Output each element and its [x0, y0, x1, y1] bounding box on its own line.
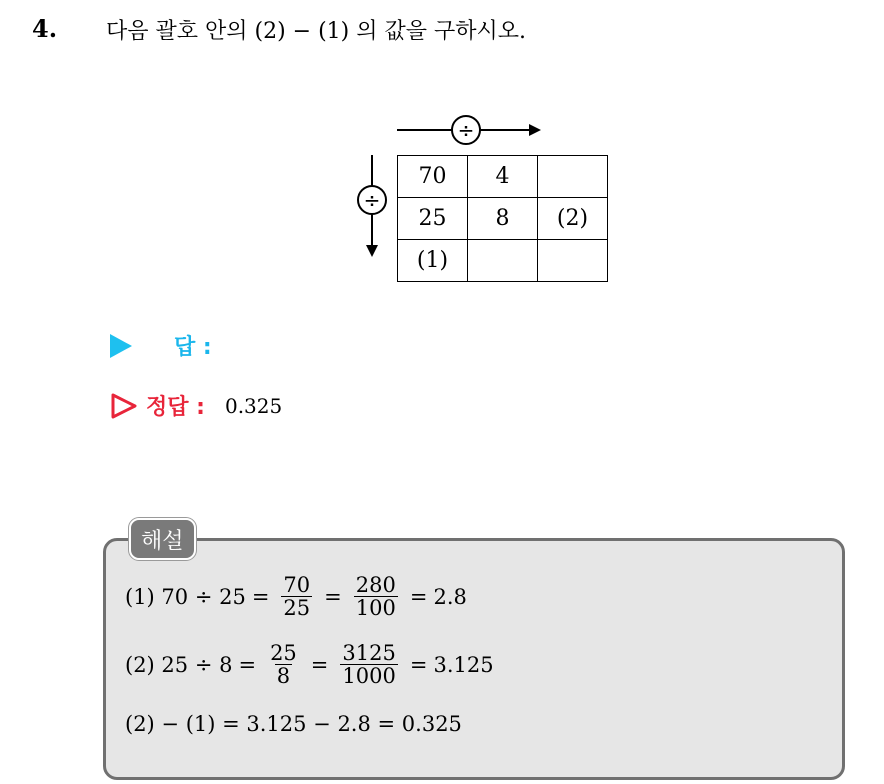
equals-sign: = — [238, 652, 257, 677]
explanation-line-2 — [125, 642, 494, 687]
grid-cell: 25 — [398, 198, 468, 240]
denominator: 8 — [276, 664, 291, 689]
question-text: 다음 괄호 안의 (2) − (1) 의 값을 구하시오. — [106, 19, 526, 44]
correct-answer-row — [110, 390, 282, 421]
grid-row — [398, 198, 608, 240]
numerator: 280 — [355, 573, 396, 597]
correct-answer-value: 0.325 — [224, 393, 283, 418]
equals-sign: = — [324, 584, 342, 609]
fraction — [268, 642, 299, 687]
expr-prefix: (2) 25 ÷ 8 — [125, 652, 233, 677]
grid-cell: 4 — [468, 156, 538, 198]
grid-row — [398, 156, 608, 198]
numerator: 3125 — [342, 641, 396, 665]
denominator: 1000 — [342, 664, 396, 689]
play-triangle-icon — [110, 334, 132, 358]
division-grid — [397, 155, 608, 282]
grid-cell: (2) — [538, 198, 608, 240]
divide-circle-vertical-icon: ÷ — [357, 185, 387, 215]
explanation-line-1 — [125, 574, 467, 619]
grid-cell: 8 — [468, 198, 538, 240]
grid-cell: 70 — [398, 156, 468, 198]
grid-cell: (1) — [398, 240, 468, 282]
answer-row — [110, 330, 212, 361]
grid-row — [398, 240, 608, 282]
correct-answer-label: 정답 : — [146, 395, 205, 420]
numerator: 25 — [270, 641, 297, 665]
equals-sign: = — [409, 652, 428, 677]
final-expression: (2) − (1) = 3.125 − 2.8 = 0.325 — [125, 712, 462, 736]
divide-circle-horizontal-icon: ÷ — [451, 115, 481, 145]
numerator: 70 — [283, 573, 311, 597]
equals-sign: = — [251, 584, 270, 609]
fraction — [340, 642, 397, 687]
fraction — [281, 574, 312, 619]
explanation-line-3 — [125, 712, 462, 736]
result: 2.8 — [433, 584, 467, 609]
explanation-tab: 해설 — [129, 518, 196, 560]
grid-cell — [538, 156, 608, 198]
denominator: 25 — [283, 596, 311, 621]
expr-prefix: (1) 70 ÷ 25 — [125, 584, 246, 609]
grid-cell — [538, 240, 608, 282]
result: 3.125 — [433, 652, 494, 677]
grid-cell — [468, 240, 538, 282]
denominator: 100 — [355, 596, 396, 621]
fraction — [354, 574, 398, 619]
equals-sign: = — [409, 584, 428, 609]
equals-sign: = — [310, 652, 329, 677]
answer-label: 답 : — [174, 335, 212, 360]
question-number: 4. — [32, 14, 58, 43]
outline-triangle-icon — [110, 392, 138, 420]
